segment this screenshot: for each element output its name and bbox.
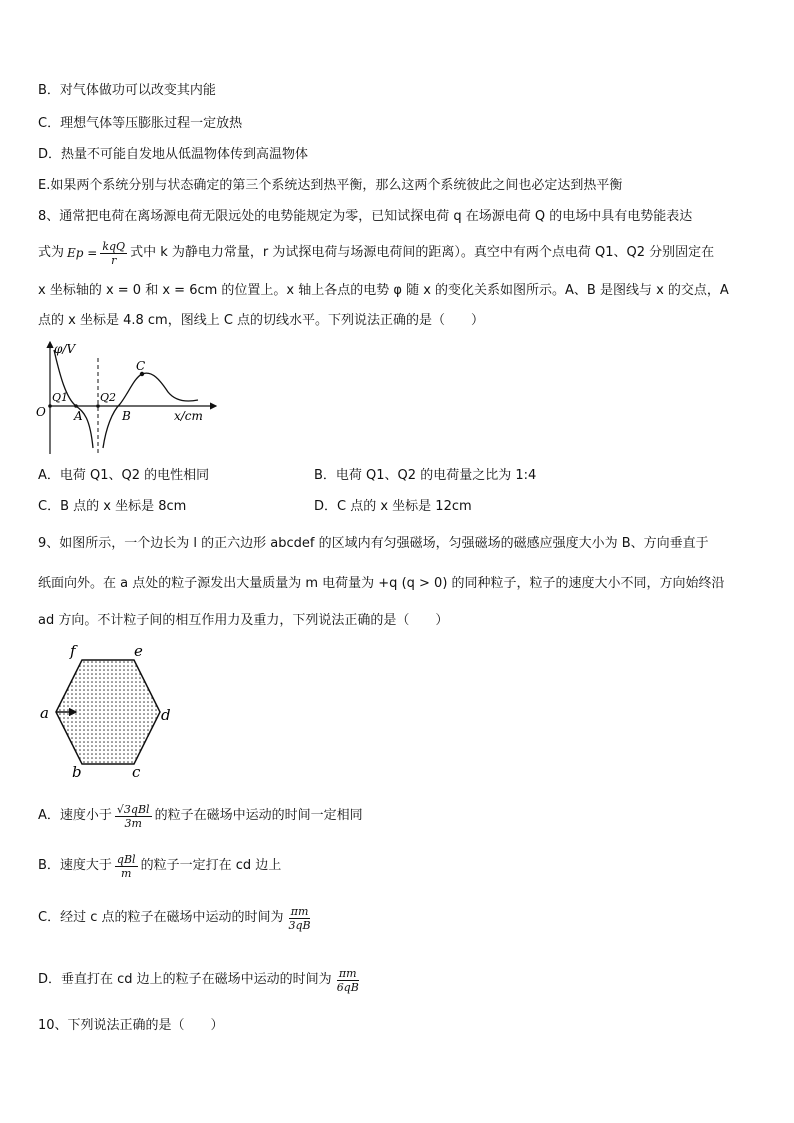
q9-option-d-denominator: 6qB xyxy=(336,980,359,994)
q8-formula-denominator: r xyxy=(111,253,117,267)
q9-vertex-b: b xyxy=(72,763,82,780)
q9-option-a-numerator: √3qBl xyxy=(116,802,150,816)
q9-option-c-numerator: πm xyxy=(290,904,309,918)
q9-vertex-a: a xyxy=(40,704,49,722)
q9-option-c-denominator: 3qB xyxy=(288,918,311,932)
q8-graph-b-label: B xyxy=(122,409,131,423)
q8-stem-line2-pre: 式为 xyxy=(38,245,65,260)
q9-option-a xyxy=(38,796,363,836)
q9-vertex-f: f xyxy=(70,642,76,660)
q9-option-d-pre: D．垂直打在 cd 边上的粒子在磁场中运动的时间为 xyxy=(38,972,332,987)
q8-graph-x-label: x/cm xyxy=(174,409,203,423)
q8-graph-y-label: φ/V xyxy=(54,342,76,356)
q8-formula-lhs: Ep = xyxy=(67,246,98,260)
q8-graph-origin-label: O xyxy=(36,405,46,419)
q9-option-b-fraction xyxy=(115,853,138,880)
q9-option-c-pre: C．经过 c 点的粒子在磁场中运动的时间为 xyxy=(38,910,284,925)
q7-option-e: E.如果两个系统分别与状态确定的第三个系统达到热平衡，那么这两个系统彼此之间也必定达到热平衡 xyxy=(38,178,623,193)
q9-option-b-denominator: m xyxy=(121,866,132,880)
q8-graph-a-label: A xyxy=(74,409,83,423)
q8-stem-line3: x 坐标轴的 x = 0 和 x = 6cm 的位置上。x 轴上各点的电势 φ 随 x 的变化关系如图所示。A、B 是图线与 x 的交点，A xyxy=(38,283,729,298)
q8-stem-line1: 8、通常把电荷在离场源电荷无限远处的电势能规定为零，已知试探电荷 q 在场源电荷 Q 的电场中具有电势能表达 xyxy=(38,209,693,224)
q7-option-b: B．对气体做功可以改变其内能 xyxy=(38,83,216,98)
q7-option-c: C．理想气体等压膨胀过程一定放热 xyxy=(38,116,243,131)
q9-option-a-fraction xyxy=(115,803,152,830)
q9-option-b-numerator: qBl xyxy=(116,852,136,866)
q9-option-b-pre: B．速度大于 xyxy=(38,858,112,873)
q9-hexagon-figure xyxy=(34,640,174,780)
q8-graph-point-q2 xyxy=(96,404,100,408)
q9-stem-line3: ad 方向。不计粒子间的相互作用力及重力，下列说法正确的是（ ） xyxy=(38,613,449,628)
q8-graph-c-label: C xyxy=(136,359,146,373)
q9-vertex-e: e xyxy=(134,642,143,660)
q10-stem: 10、下列说法正确的是（ ） xyxy=(38,1018,224,1033)
q8-stem-line4: 点的 x 坐标是 4.8 cm，图线上 C 点的切线水平。下列说法正确的是（ ） xyxy=(38,313,485,328)
q8-option-a: A．电荷 Q1、Q2 的电性相同 xyxy=(38,468,210,483)
q9-option-b xyxy=(38,846,281,886)
q9-option-c xyxy=(38,898,316,938)
q9-option-c-fraction xyxy=(287,905,313,932)
q9-option-a-pre: A．速度小于 xyxy=(38,808,112,823)
q9-option-d-fraction xyxy=(335,967,361,994)
q8-formula-numerator: kqQ xyxy=(102,239,126,253)
q9-stem-line1: 9、如图所示，一个边长为 l 的正六边形 abcdef 的区域内有匀强磁场，匀强磁场的磁感应强度大小为 B、方向垂直于 xyxy=(38,536,709,551)
q9-option-a-post: 的粒子在磁场中运动的时间一定相同 xyxy=(154,808,363,823)
q8-graph-q2-label: Q2 xyxy=(100,391,117,404)
q9-option-d-numerator: πm xyxy=(338,966,357,980)
q8-potential-graph xyxy=(30,336,220,458)
q8-stem-line2 xyxy=(38,236,714,270)
q8-graph-q1-label: Q1 xyxy=(52,391,69,404)
q8-stem-line2-post: 式中 k 为静电力常量，r 为试探电荷与场源电荷间的距离）。真空中有两个点电荷 Q1、Q2 分别固定在 xyxy=(130,245,715,260)
q8-option-c: C．B 点的 x 坐标是 8cm xyxy=(38,499,187,514)
q9-vertex-c: c xyxy=(132,763,141,780)
q8-option-b: B．电荷 Q1、Q2 的电荷量之比为 1:4 xyxy=(314,468,537,483)
q8-graph-point-q1 xyxy=(48,404,52,408)
q8-graph-point-a xyxy=(74,404,78,408)
q9-stem-line2: 纸面向外。在 a 点处的粒子源发出大量质量为 m 电荷量为 +q (q > 0) 的同种粒子，粒子的速度大小不同，方向始终沿 xyxy=(38,576,725,591)
q8-formula-fraction xyxy=(100,240,127,267)
q8-option-d: D．C 点的 x 坐标是 12cm xyxy=(314,499,472,514)
q9-vertex-d: d xyxy=(161,706,171,724)
q9-option-b-post: 的粒子一定打在 cd 边上 xyxy=(140,858,282,873)
q9-option-d xyxy=(38,960,364,1000)
q7-option-d: D．热量不可能自发地从低温物体传到高温物体 xyxy=(38,147,309,162)
q9-option-a-denominator: 3m xyxy=(124,816,142,830)
